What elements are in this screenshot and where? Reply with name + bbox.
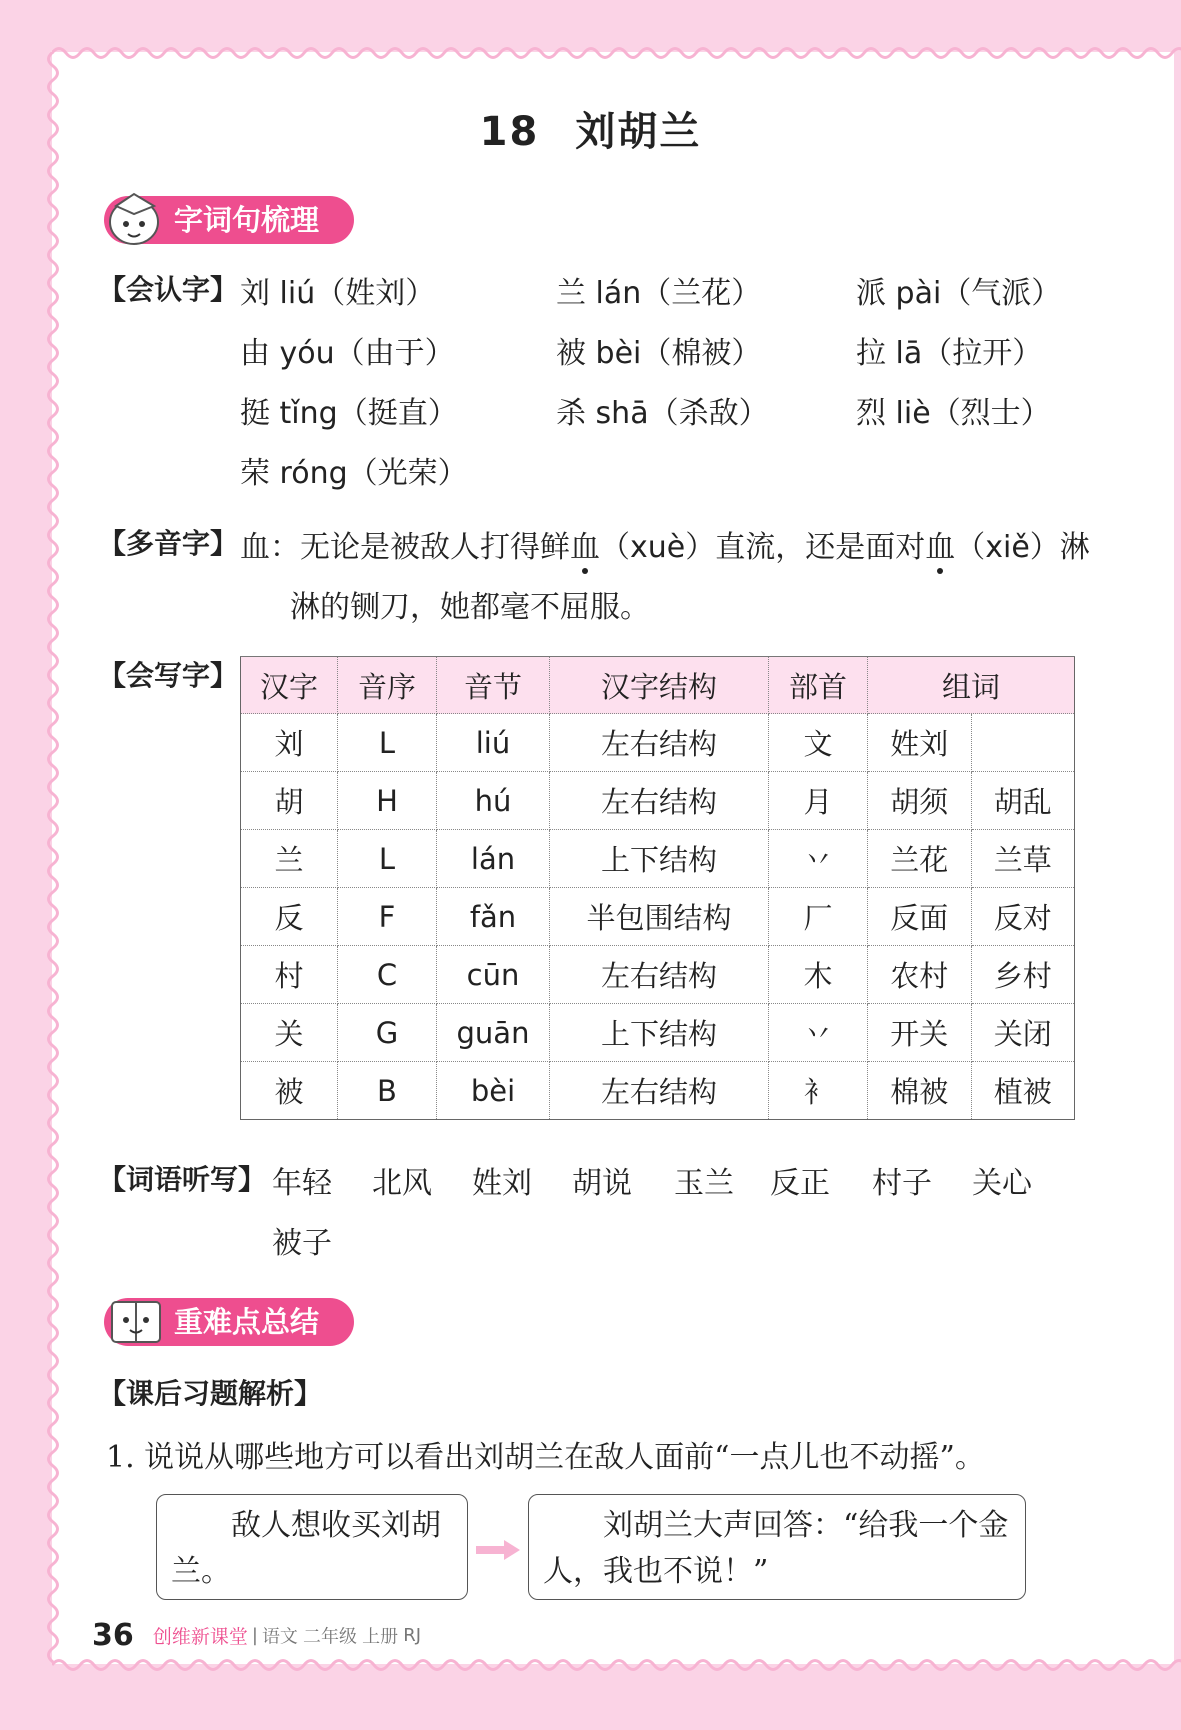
brand-name: 创维新课堂 <box>152 1626 248 1648</box>
exercise-question: 1. 说说从哪些地方可以看出刘胡兰在敌人面前“一点儿也不动摇”。 <box>106 1440 985 1475</box>
mascot-book-icon <box>102 1288 172 1352</box>
writing-tag: 【会写字】 <box>98 659 239 692</box>
table-cell: 植被 <box>971 1062 1075 1120</box>
table-cell: 兰草 <box>971 830 1075 888</box>
polyphone-line-1: 血：无论是被敌人打得鲜血（xuè）直流，还是面对血（xiě）淋 <box>240 522 1090 566</box>
recognize-item: 烈 liè（烈士） <box>856 396 1051 431</box>
table-cell: C <box>338 946 437 1004</box>
table-cell: 姓刘 <box>868 714 972 772</box>
recognize-item: 杀 shā（杀敌） <box>556 396 769 431</box>
polyphone-tag: 【多音字】 <box>98 527 239 560</box>
recognize-item: 兰 lán（兰花） <box>556 276 762 311</box>
dictation-word: 北风 <box>372 1166 432 1201</box>
table-cell: 兰 <box>241 830 338 888</box>
footer-divider: | <box>251 1625 258 1646</box>
footer-volume: 上册 <box>362 1626 399 1648</box>
recognize-item: 拉 lā（拉开） <box>856 336 1043 371</box>
section-title: 重难点总结 <box>174 1305 320 1339</box>
table-cell: 刘 <box>241 714 338 772</box>
dictation-word: 村子 <box>872 1166 932 1201</box>
table-cell: 上下结构 <box>550 830 769 888</box>
dictation-word: 姓刘 <box>472 1166 532 1201</box>
footer-subject: 语文 <box>261 1626 298 1648</box>
dictation-word: 关心 <box>972 1166 1032 1201</box>
table-cell: 反面 <box>868 888 972 946</box>
table-cell: F <box>338 888 437 946</box>
table-row <box>241 830 1075 888</box>
dictation-word: 胡说 <box>572 1166 632 1201</box>
table-cell: 半包围结构 <box>550 888 769 946</box>
table-cell: liú <box>437 714 550 772</box>
table-cell: 上下结构 <box>550 1004 769 1062</box>
recognize-item: 荣 róng（光荣） <box>240 456 468 491</box>
table-row <box>241 1062 1075 1120</box>
section-title: 字词句梳理 <box>174 203 320 237</box>
col-header: 组词 <box>868 657 1075 714</box>
table-cell: 衤 <box>769 1062 868 1120</box>
table-cell: 文 <box>769 714 868 772</box>
table-cell: 胡须 <box>868 772 972 830</box>
table-cell: 关 <box>241 1004 338 1062</box>
table-row <box>241 1004 1075 1062</box>
col-header: 汉字结构 <box>550 657 769 714</box>
footer-grade: 二年级 <box>303 1626 358 1648</box>
table-row <box>241 772 1075 830</box>
page-number: 36 <box>92 1618 134 1653</box>
col-header: 汉字 <box>241 657 338 714</box>
table-cell: 开关 <box>868 1004 972 1062</box>
table-cell: hú <box>437 772 550 830</box>
recognize-tag: 【会认字】 <box>98 273 239 306</box>
footer-edition: RJ <box>403 1625 422 1646</box>
answer-box-1: 敌人想收买刘胡兰。 <box>156 1494 468 1600</box>
exercise-tag: 【课后习题解析】 <box>98 1377 323 1410</box>
table-cell: fǎn <box>437 888 550 946</box>
table-cell: 反对 <box>971 888 1075 946</box>
table-cell: 左右结构 <box>550 1062 769 1120</box>
table-cell: 胡乱 <box>971 772 1075 830</box>
table-cell: lán <box>437 830 550 888</box>
table-cell: B <box>338 1062 437 1120</box>
table-row <box>241 714 1075 772</box>
table-cell: 农村 <box>868 946 972 1004</box>
table-cell: 丷 <box>769 830 868 888</box>
dictation-tag: 【词语听写】 <box>98 1163 267 1196</box>
table-cell: bèi <box>437 1062 550 1120</box>
table-cell: L <box>338 714 437 772</box>
table-cell: 乡村 <box>971 946 1075 1004</box>
lesson-name: 刘胡兰 <box>575 109 702 155</box>
table-cell: 兰花 <box>868 830 972 888</box>
table-cell: 村 <box>241 946 338 1004</box>
section-badge-vocab <box>104 196 354 244</box>
table-cell: 厂 <box>769 888 868 946</box>
table-cell: cūn <box>437 946 550 1004</box>
table-cell: 关闭 <box>971 1004 1075 1062</box>
table-cell: 丷 <box>769 1004 868 1062</box>
mascot-icon <box>102 186 172 250</box>
answer-box-2: 刘胡兰大声回答：“给我一个金人，我也不说！” <box>528 1494 1026 1600</box>
table-cell: 左右结构 <box>550 714 769 772</box>
dictation-word: 反正 <box>770 1166 830 1201</box>
polyphone-line-2: 淋的铡刀，她都毫不屈服。 <box>290 590 650 625</box>
table-row <box>241 888 1075 946</box>
page-footer <box>92 1618 421 1653</box>
dictation-word: 被子 <box>272 1226 332 1261</box>
table-cell: 棉被 <box>868 1062 972 1120</box>
recognize-item: 刘 liú（姓刘） <box>240 276 436 311</box>
table-cell: 胡 <box>241 772 338 830</box>
col-header: 音节 <box>437 657 550 714</box>
lesson-title <box>0 100 1181 157</box>
table-row <box>241 946 1075 1004</box>
table-cell: 左右结构 <box>550 772 769 830</box>
table-cell: L <box>338 830 437 888</box>
dictation-word: 年轻 <box>272 1166 332 1201</box>
recognize-item: 挺 tǐng（挺直） <box>240 396 458 431</box>
dictation-word: 玉兰 <box>674 1166 734 1201</box>
recognize-item: 由 yóu（由于） <box>240 336 455 371</box>
table-header-row <box>241 657 1075 714</box>
table-cell: 被 <box>241 1062 338 1120</box>
table-cell: 月 <box>769 772 868 830</box>
col-header: 音序 <box>338 657 437 714</box>
section-badge-key-points <box>104 1298 354 1346</box>
lesson-number: 18 <box>479 109 540 155</box>
arrow-right-icon <box>474 1538 522 1562</box>
table-cell: H <box>338 772 437 830</box>
table-cell: 左右结构 <box>550 946 769 1004</box>
table-cell <box>971 714 1075 772</box>
col-header: 部首 <box>769 657 868 714</box>
recognize-item: 派 pài（气派） <box>856 276 1062 311</box>
recognize-item: 被 bèi（棉被） <box>556 336 762 371</box>
writing-table <box>240 656 1075 1120</box>
table-cell: guān <box>437 1004 550 1062</box>
table-cell: 木 <box>769 946 868 1004</box>
table-cell: G <box>338 1004 437 1062</box>
table-cell: 反 <box>241 888 338 946</box>
